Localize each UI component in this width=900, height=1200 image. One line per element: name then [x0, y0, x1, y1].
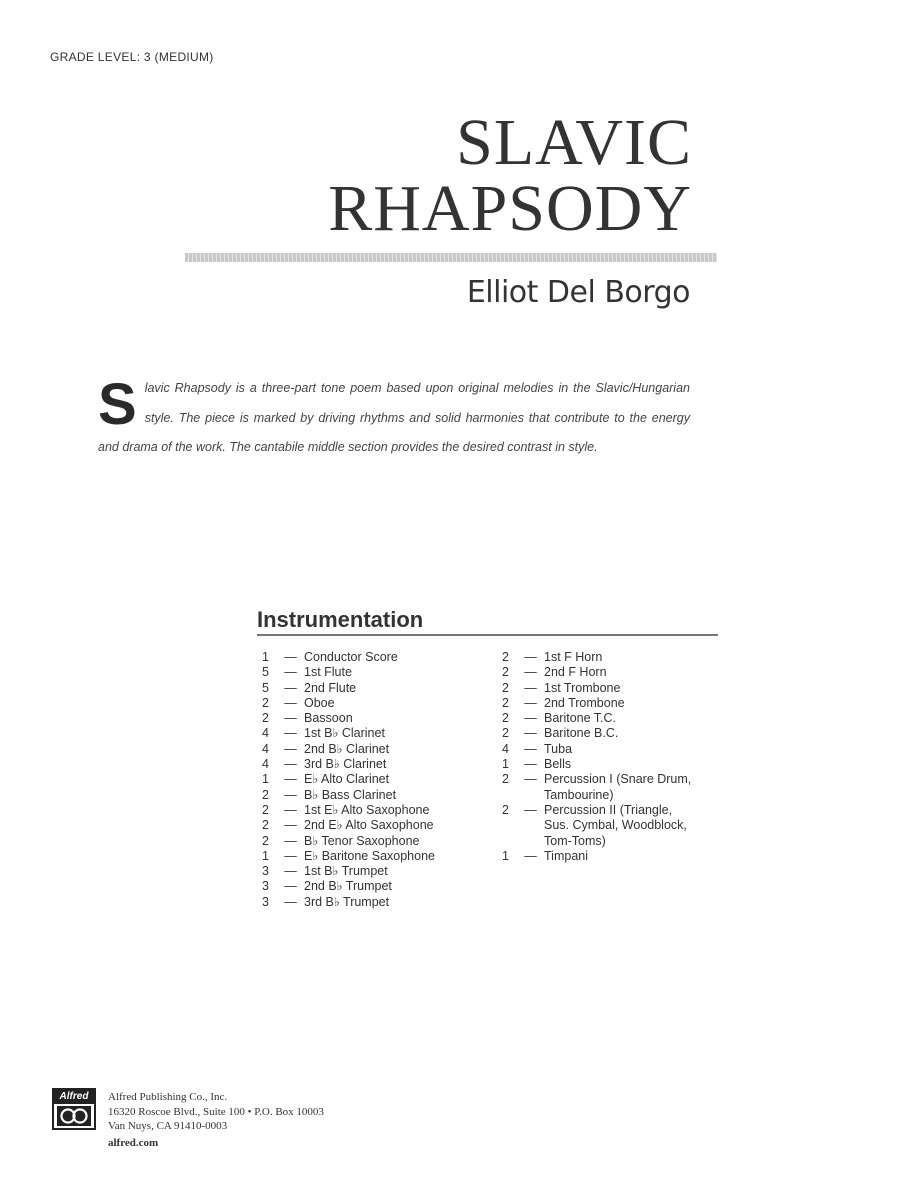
instrument-row-continued — [502, 818, 732, 833]
instrument-dash: — — [524, 695, 537, 710]
instrument-row — [262, 895, 492, 910]
instrument-quantity: 1 — [502, 757, 509, 772]
title-line-2: RHAPSODY — [328, 172, 692, 245]
instrument-dash: — — [524, 772, 537, 787]
publisher-website[interactable]: alfred.com — [108, 1136, 159, 1149]
instrument-row — [262, 818, 492, 833]
instrument-row — [262, 803, 492, 818]
instrument-row — [502, 681, 732, 696]
instrument-dash: — — [524, 726, 537, 741]
title-divider — [185, 253, 717, 262]
instrument-name: 1st E♭ Alto Saxophone — [304, 802, 430, 817]
instrument-row — [502, 803, 732, 818]
instrument-name: E♭ Alto Clarinet — [304, 772, 390, 787]
instrument-dash: — — [284, 665, 297, 680]
instrument-row — [262, 742, 492, 757]
instrument-quantity: 5 — [262, 665, 269, 680]
instrument-dash: — — [524, 665, 537, 680]
instrument-dash: — — [284, 833, 297, 848]
instrument-quantity: 1 — [502, 848, 509, 863]
instrument-dash: — — [524, 848, 537, 863]
instrument-name: 3rd B♭ Clarinet — [304, 757, 387, 772]
instrument-row — [262, 849, 492, 864]
instrument-name: 3rd B♭ Trumpet — [304, 894, 390, 909]
instrument-quantity: 2 — [262, 711, 269, 726]
publisher-address-1: 16320 Roscoe Blvd., Suite 100 • P.O. Box 10003 — [108, 1105, 324, 1118]
intro-paragraph — [98, 374, 690, 463]
instrument-row — [262, 864, 492, 879]
instrument-quantity: 2 — [502, 772, 509, 787]
instrument-quantity: 2 — [502, 680, 509, 695]
instrument-row — [262, 772, 492, 787]
instrument-row — [502, 757, 732, 772]
logo-wordmark: Alfred — [54, 1090, 94, 1104]
instrument-row — [502, 772, 732, 787]
instrument-row — [262, 879, 492, 894]
instrument-name-continued: Sus. Cymbal, Woodblock, — [544, 818, 687, 833]
instrumentation-heading: Instrumentation — [257, 607, 424, 632]
instrument-row — [262, 711, 492, 726]
instrument-quantity: 4 — [262, 757, 269, 772]
instrument-dash: — — [524, 680, 537, 695]
instrument-quantity: 4 — [502, 741, 509, 756]
instrument-row — [502, 726, 732, 741]
instrument-quantity: 5 — [262, 680, 269, 695]
instrument-name: Baritone T.C. — [544, 711, 617, 726]
instrument-quantity: 1 — [262, 650, 269, 664]
instrument-name: 1st B♭ Clarinet — [304, 726, 385, 741]
instrument-name: B♭ Tenor Saxophone — [304, 833, 420, 848]
instrument-dash: — — [524, 757, 537, 772]
indent-spacer — [502, 834, 544, 849]
instrument-row — [262, 696, 492, 711]
instrument-quantity: 2 — [502, 695, 509, 710]
instrument-name: 2nd Flute — [304, 680, 357, 695]
instrument-quantity: 2 — [262, 818, 269, 833]
instrument-name: 1st F Horn — [544, 650, 603, 664]
instrument-name: 2nd Trombone — [544, 695, 625, 710]
instrument-row-continued — [502, 834, 732, 849]
composer-name: Elliot Del Borgo — [466, 275, 690, 310]
instrument-dash: — — [284, 650, 297, 664]
instrument-row — [262, 665, 492, 680]
alfred-logo — [52, 1088, 96, 1130]
instrument-dash: — — [284, 787, 297, 802]
instrument-dash: — — [284, 757, 297, 772]
instrument-name: Bells — [544, 757, 572, 772]
instrument-quantity: 3 — [262, 864, 269, 879]
instrument-row — [262, 650, 492, 665]
title-line-1: SLAVIC — [456, 106, 692, 179]
logo-emblem-icon — [57, 1106, 91, 1126]
indent-spacer — [502, 788, 544, 803]
instrument-dash: — — [284, 680, 297, 695]
instrument-name: Tuba — [544, 741, 573, 756]
instrument-name: E♭ Baritone Saxophone — [304, 848, 435, 863]
instrument-quantity: 2 — [262, 802, 269, 817]
instrument-name: 2nd B♭ Trumpet — [304, 879, 392, 894]
instrument-dash: — — [284, 695, 297, 710]
instrument-quantity: 2 — [502, 802, 509, 817]
instrument-name: Oboe — [304, 695, 335, 710]
instrument-row — [262, 757, 492, 772]
instrument-dash: — — [284, 802, 297, 817]
instrument-quantity: 2 — [502, 711, 509, 726]
instrument-dash: — — [524, 802, 537, 817]
instrument-name: Percussion II (Triangle, — [544, 802, 673, 817]
instrument-dash: — — [284, 818, 297, 833]
instrument-dash: — — [524, 711, 537, 726]
instrument-quantity: 4 — [262, 726, 269, 741]
instrument-list-left — [262, 650, 492, 910]
instrument-quantity: 1 — [262, 772, 269, 787]
page-title — [328, 106, 692, 245]
instrument-name: Percussion I (Snare Drum, — [544, 772, 692, 787]
publisher-address-2: Van Nuys, CA 91410-0003 — [108, 1120, 228, 1132]
instrument-row — [502, 665, 732, 680]
instrument-row — [502, 742, 732, 757]
indent-spacer — [502, 818, 544, 833]
instrument-name: Baritone B.C. — [544, 726, 619, 741]
instrument-name: 1st Trombone — [544, 680, 621, 695]
instrument-name: 2nd F Horn — [544, 665, 607, 680]
instrument-dash: — — [284, 711, 297, 726]
instrument-quantity: 3 — [262, 894, 269, 909]
instrumentation-divider — [257, 634, 718, 636]
instrument-name: 1st Flute — [304, 665, 352, 680]
instrument-name: B♭ Bass Clarinet — [304, 787, 397, 802]
instrument-row — [262, 681, 492, 696]
instrument-dash: — — [524, 650, 537, 664]
instrument-row — [502, 696, 732, 711]
instrument-quantity: 2 — [502, 665, 509, 680]
instrument-name: 2nd B♭ Clarinet — [304, 741, 390, 756]
publisher-info — [108, 1090, 324, 1150]
instrument-name: 1st B♭ Trumpet — [304, 864, 388, 879]
instrument-quantity: 2 — [262, 695, 269, 710]
intro-text: lavic Rhapsody is a three-part tone poem based upon original melodies in the Slavic/Hungarian style. The piece is marked by driving rhythms and solid harmonies that contribute to the energy and drama of the work. The cantabile middle section provides the desired contrast in style. — [98, 381, 690, 454]
instrument-row — [502, 849, 732, 864]
instrument-dash: — — [284, 741, 297, 756]
grade-level: GRADE LEVEL: 3 (MEDIUM) — [50, 50, 214, 64]
instrument-dash: — — [284, 879, 297, 894]
instrument-quantity: 2 — [502, 650, 509, 664]
instrument-name-continued: Tambourine) — [544, 787, 614, 802]
instrument-row-continued — [502, 788, 732, 803]
instrument-name-continued: Tom-Toms) — [544, 833, 606, 848]
instrument-dash: — — [284, 864, 297, 879]
publisher-name: Alfred Publishing Co., Inc. — [108, 1091, 228, 1103]
instrument-dash: — — [524, 741, 537, 756]
instrument-row — [502, 650, 732, 665]
instrument-list-right — [502, 650, 732, 864]
instrument-dash: — — [284, 894, 297, 909]
instrument-row — [262, 788, 492, 803]
instrument-quantity: 4 — [262, 741, 269, 756]
instrument-name: 2nd E♭ Alto Saxophone — [304, 818, 434, 833]
instrument-dash: — — [284, 726, 297, 741]
drop-cap: S — [98, 372, 137, 437]
instrument-dash: — — [284, 772, 297, 787]
instrument-quantity: 2 — [502, 726, 509, 741]
instrument-dash: — — [284, 848, 297, 863]
instrument-row — [262, 726, 492, 741]
instrument-quantity: 1 — [262, 848, 269, 863]
instrument-name: Timpani — [544, 848, 588, 863]
instrument-name: Conductor Score — [304, 650, 398, 664]
instrument-quantity: 3 — [262, 879, 269, 894]
instrument-row — [262, 834, 492, 849]
instrument-row — [502, 711, 732, 726]
instrument-quantity: 2 — [262, 787, 269, 802]
instrument-quantity: 2 — [262, 833, 269, 848]
instrument-name: Bassoon — [304, 711, 353, 726]
